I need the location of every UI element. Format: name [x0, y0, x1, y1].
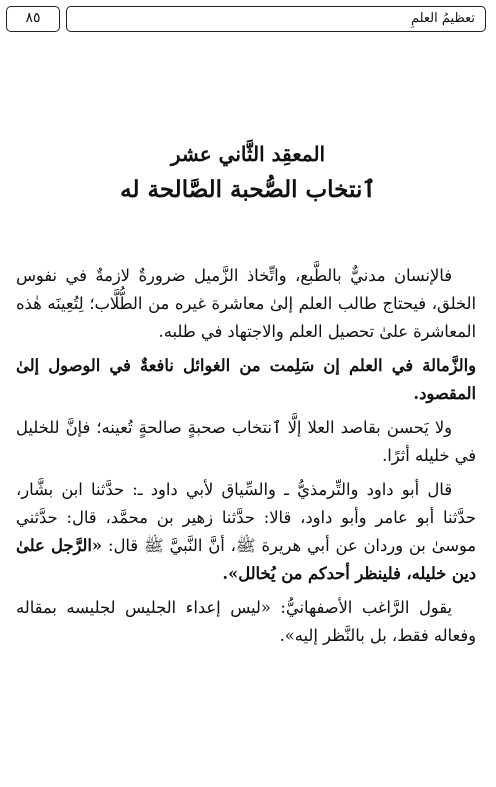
- hadith-text: «الرَّجل علىٰ دين خليله، فلينظر أحدكم من يُخالل».: [16, 536, 476, 583]
- paragraph-5: يقول الرَّاغب الأصفهانيُّ: «ليس إعداء الجليس لجليسه بمقاله وفعاله فقط، بل بالنَّظر إليه».: [16, 598, 476, 645]
- page-number: ٨٥: [25, 10, 41, 26]
- hadith-isnad: قال أبو داود والتِّرمذيُّ ـ والسِّياق لأبي داود ـ: حدَّثنا ابن بشَّار، حدَّثنا أبو عامر وأبو داود، قالا: حدَّثنا زهير بن محمَّد، قال: حدَّثني موسىٰ بن وردان عن أبي هريرة ﷺ، أنَّ النَّبيَّ ﷺ قال:: [16, 480, 476, 555]
- paragraph-1: فالإنسان مدنيٌّ بالطَّبع، واتِّخاذ الزَّميل ضرورةٌ لازمةٌ في نفوس الخلق، فيحتاج طالب العلم إلىٰ معاشرة غيره من الطُّلَّاب؛ لِتُعِينَه هٰذه المعاشرة علىٰ تحصيل العلم والاجتهاد في طلبه.: [16, 266, 476, 341]
- page-number-frame: [6, 6, 60, 32]
- running-header-title: تعظيمُ العلمِ: [410, 11, 475, 26]
- section-subheading: ٱنتخاب الصُّحبة الصَّالحة له: [120, 176, 376, 203]
- paragraph-2: والزَّمالة في العلم إن سَلِمت من الغوائل نافعةٌ في الوصول إلىٰ المقصود.: [16, 356, 476, 403]
- paragraph-4: [16, 476, 476, 588]
- body-text: [16, 262, 476, 656]
- section-heading: المعقِد الثَّاني عشر: [170, 142, 326, 166]
- paragraph-3: ولا يَحسن بقاصد العلا إلَّا ٱنتخاب صحبةٍ صالحةٍ تُعينه؛ فإنَّ للخليل في خليله أثرًا.: [16, 418, 476, 465]
- running-header-frame: [66, 6, 486, 32]
